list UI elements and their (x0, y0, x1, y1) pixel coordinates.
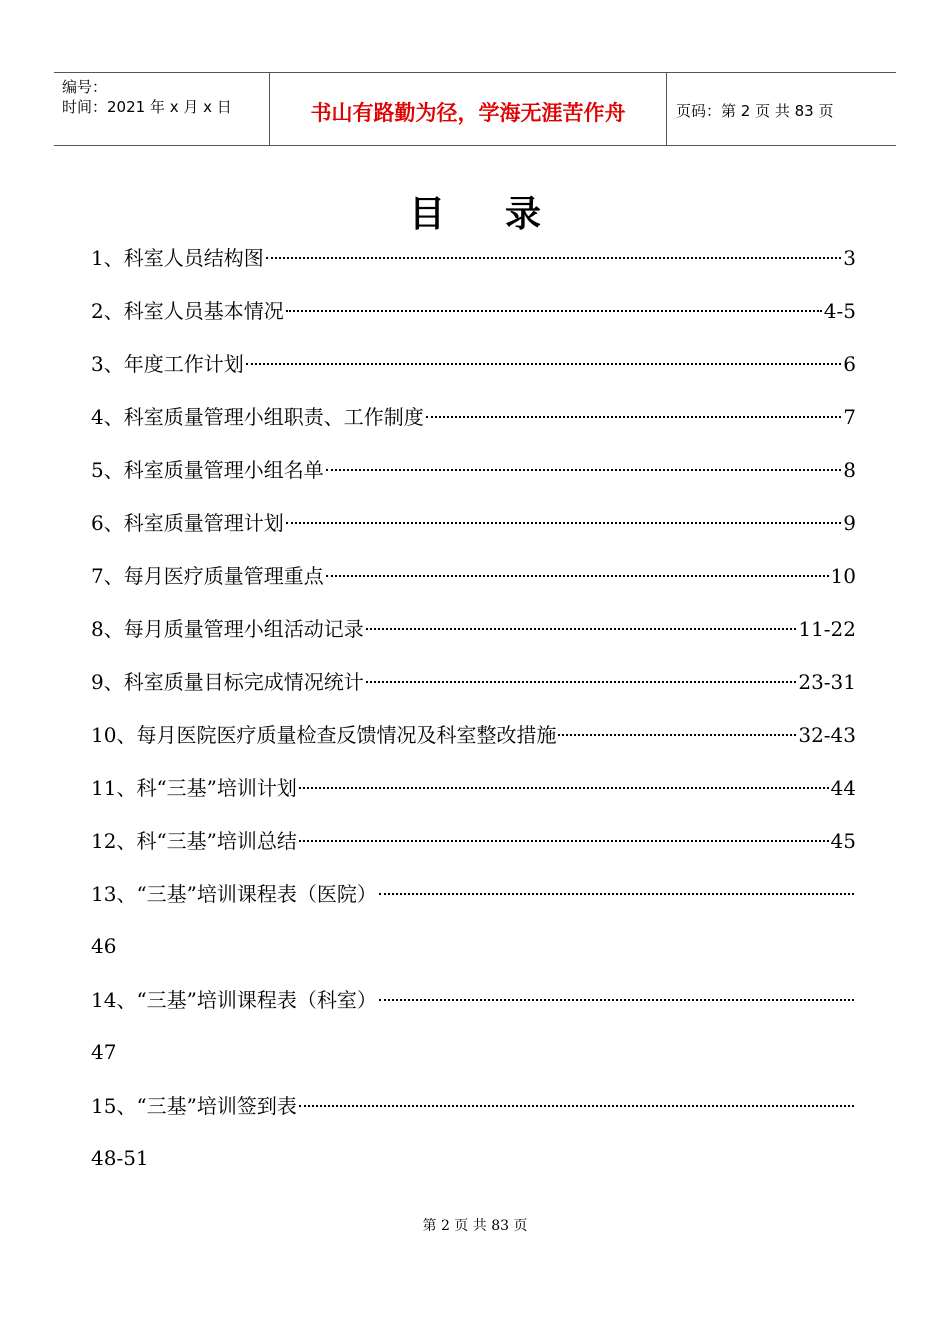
toc-label: 8、每月质量管理小组活动记录 (91, 617, 364, 641)
toc-label: 7、每月医疗质量管理重点 (91, 564, 324, 588)
toc-page: 3 (843, 246, 856, 270)
leader-dots (326, 575, 829, 577)
toc-label: 3、年度工作计划 (91, 352, 244, 376)
toc-label: 12、科“三基”培训总结 (91, 829, 297, 853)
toc-page: 6 (843, 352, 856, 376)
number-label: 编号： (62, 78, 108, 96)
toc-page-wrapped: 46 (91, 934, 117, 958)
time-label: 时间：2021 年 x 月 x 日 (62, 98, 232, 116)
toc-label: 1、科室人员结构图 (91, 246, 264, 270)
toc-label: 10、每月医院医疗质量检查反馈情况及科室整改措施 (91, 723, 557, 747)
leader-dots (558, 734, 796, 736)
toc-label: 9、科室质量目标完成情况统计 (91, 670, 364, 694)
leader-dots (286, 310, 822, 312)
toc-entry[interactable] (91, 666, 856, 702)
toc-entry[interactable] (91, 878, 856, 914)
leader-dots (366, 681, 797, 683)
leader-dots (286, 522, 842, 524)
toc-page: 8 (843, 458, 856, 482)
toc-page: 45 (830, 829, 856, 853)
toc-entry[interactable] (91, 507, 856, 543)
leader-dots (299, 840, 829, 842)
toc-entry[interactable] (91, 825, 856, 861)
toc-entry[interactable] (91, 1090, 856, 1126)
leader-dots (266, 257, 842, 259)
header-motto: 书山有路勤为径，学海无涯苦作舟 (310, 101, 626, 125)
toc-label: 11、科“三基”培训计划 (91, 776, 297, 800)
toc-page: 4-5 (823, 299, 856, 323)
leader-dots (426, 416, 842, 418)
toc-entry[interactable] (91, 560, 856, 596)
header-meta (62, 77, 232, 117)
toc-entry[interactable] (91, 454, 856, 490)
toc-entry[interactable] (91, 295, 856, 331)
toc-entry[interactable] (91, 719, 856, 755)
leader-dots (326, 469, 842, 471)
page-footer: 第 2 页 共 83 页 (422, 1218, 528, 1234)
toc-entry[interactable] (91, 401, 856, 437)
toc-label: 14、“三基”培训课程表（科室） (91, 988, 377, 1012)
toc-label: 5、科室质量管理小组名单 (91, 458, 324, 482)
toc-label: 2、科室人员基本情况 (91, 299, 284, 323)
toc-page: 9 (843, 511, 856, 535)
toc-page: 32-43 (798, 723, 856, 747)
toc-page-wrapped: 48-51 (91, 1146, 149, 1170)
toc-entry[interactable] (91, 242, 856, 278)
toc-page: 44 (830, 776, 856, 800)
toc-page-wrapped: 47 (91, 1040, 117, 1064)
toc-entry[interactable] (91, 348, 856, 384)
toc-page: 23-31 (798, 670, 856, 694)
page-header (54, 72, 896, 146)
toc-entry[interactable] (91, 772, 856, 808)
toc-entry[interactable] (91, 984, 856, 1020)
toc-label: 15、“三基”培训签到表 (91, 1094, 297, 1118)
leader-dots (366, 628, 797, 630)
header-divider (666, 73, 667, 145)
toc-page: 7 (843, 405, 856, 429)
leader-dots (379, 893, 854, 895)
leader-dots (299, 787, 829, 789)
leader-dots (246, 363, 842, 365)
toc-label: 4、科室质量管理小组职责、工作制度 (91, 405, 424, 429)
leader-dots (379, 999, 854, 1001)
toc-page: 10 (830, 564, 856, 588)
toc-page: 11-22 (798, 617, 856, 641)
leader-dots (299, 1105, 854, 1107)
toc-entry[interactable] (91, 613, 856, 649)
page-title (0, 186, 950, 237)
title-char: 目 (408, 194, 445, 235)
header-page-label: 页码：第 2 页 共 83 页 (676, 102, 834, 120)
title-char: 录 (505, 194, 542, 235)
toc-label: 13、“三基”培训课程表（医院） (91, 882, 377, 906)
toc-label: 6、科室质量管理计划 (91, 511, 284, 535)
